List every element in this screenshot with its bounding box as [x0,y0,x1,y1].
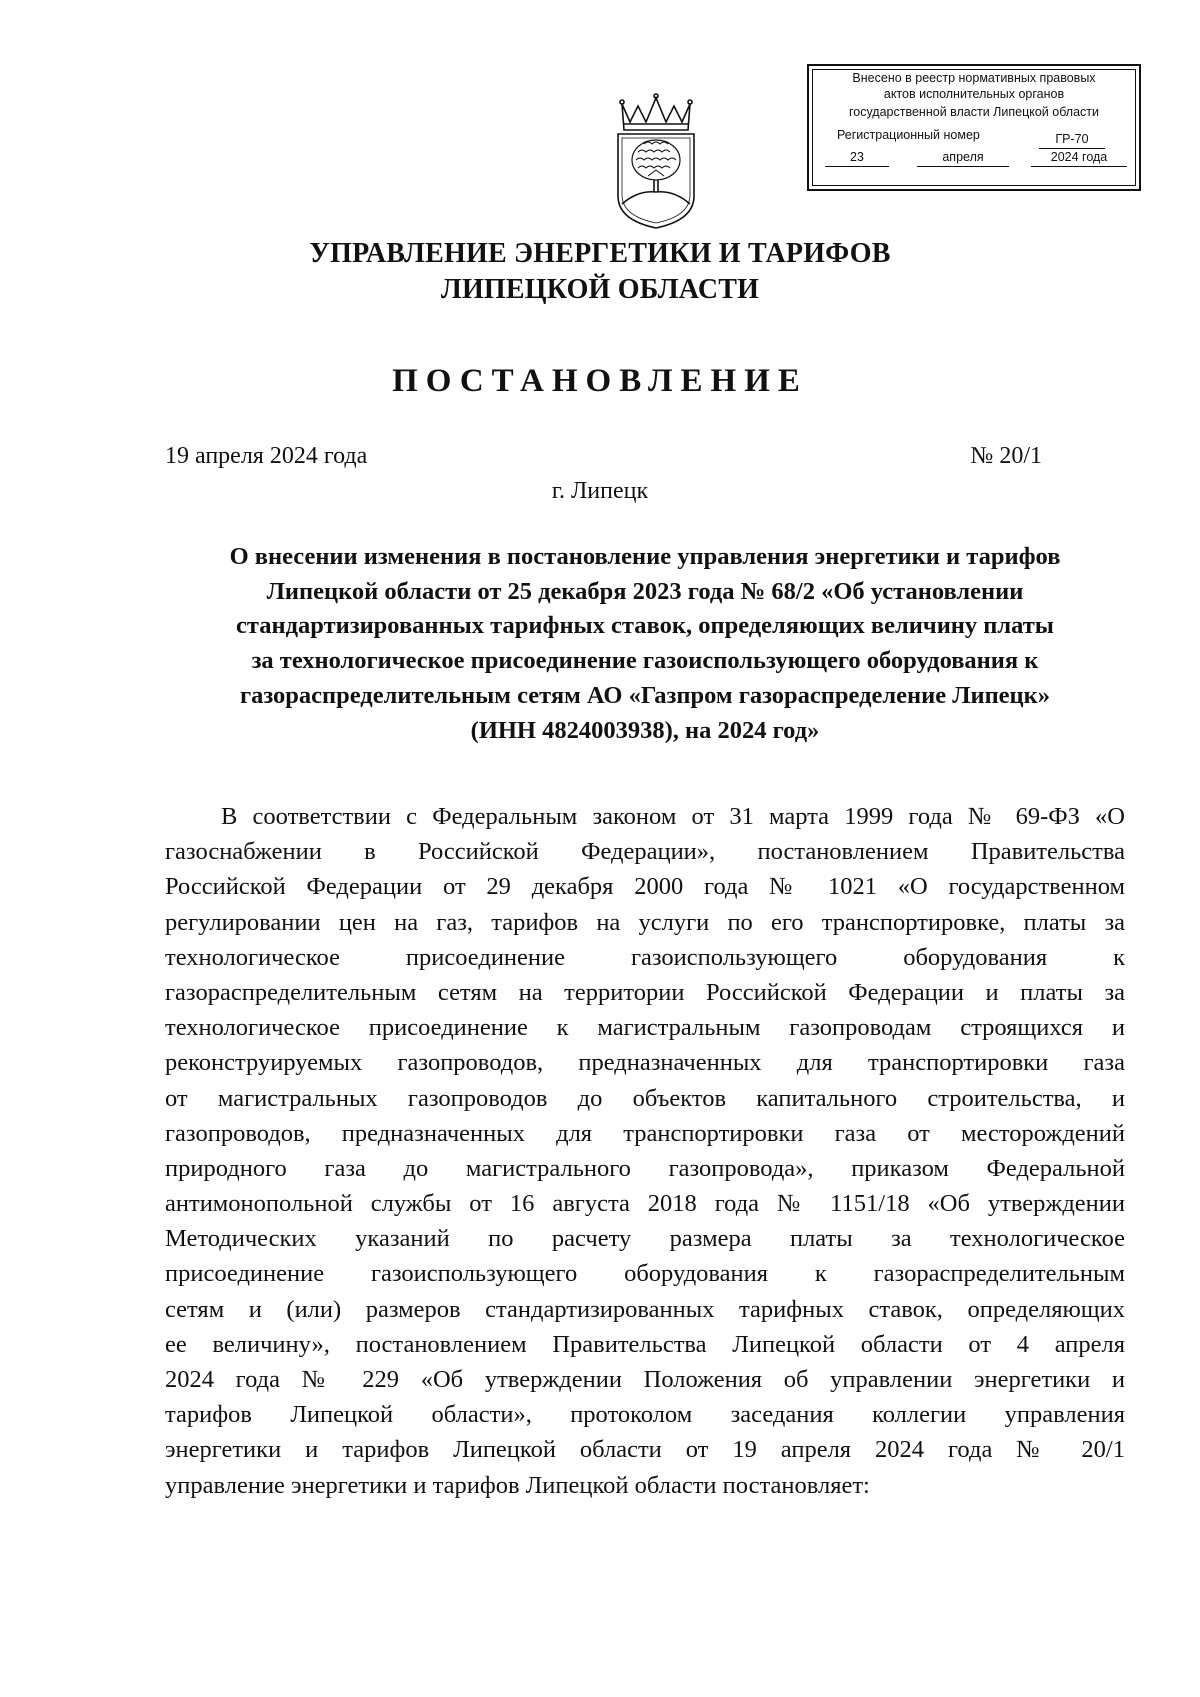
registry-stamp [807,64,1141,191]
title-line: О внесении изменения в постановление управления энергетики и тарифов [229,543,1061,570]
body-line: антимонопольной службы от 16 августа 2018 года № 1151/18 «Об утверждении [165,1190,1125,1218]
registry-number: ГР-70 [1039,132,1105,149]
body-line: Методических указаний по расчету размера платы за технологическое [165,1225,1125,1253]
title-line: (ИНН 4824003938), на 2024 год» [470,716,820,744]
preamble-paragraph [165,799,1125,1503]
body-line: присоединение газоиспользующего оборудования к газораспределительным [165,1260,1125,1288]
body-line: регулировании цен на газ, тарифов на услуги по его транспортировке, платы за [165,908,1125,936]
registry-month: апреля [917,150,1009,167]
lipetsk-coat-of-arms-icon [608,92,704,232]
title-line: стандартизированных тарифных ставок, определяющих величину платы [236,612,1054,640]
body-line: реконструируемых газопроводов, предназначенных для транспортировки газа [165,1049,1125,1077]
body-line: технологическое присоединение к магистральным газопроводам строящихся и [165,1014,1125,1042]
body-line: 2024 года № 229 «Об утверждении Положения об управлении энергетики и [165,1366,1125,1393]
registry-number-cell [1039,132,1105,149]
body-line: сетям и (или) размеров стандартизированных тарифных ставок, определяющих [165,1295,1125,1323]
body-line: газоснабжении в Российской Федерации», постановлением Правительства [165,838,1125,866]
registry-day: 23 [825,150,889,167]
body-line: управление энергетики и тарифов Липецкой области постановляет: [165,1471,870,1499]
body-line: тарифов Липецкой области», протоколом заседания коллегии управления [165,1401,1125,1429]
body-line: В соответствии с Федеральным законом от 31 марта 1999 года № 69-ФЗ «О [221,803,1125,830]
body-line: энергетики и тарифов Липецкой области от 19 апреля 2024 года № 20/1 [165,1436,1125,1464]
document-number: № 20/1 [970,443,1042,469]
body-line: технологическое присоединение газоиспользующего оборудования к [165,943,1125,971]
registry-stamp-line-1: Внесено в реестр нормативных правовых [852,71,1096,85]
registry-number-label: Регистрационный номер [837,128,980,142]
title-line: Липецкой области от 25 декабря 2023 года № 68/2 «Об установлении [266,577,1024,605]
registry-year-cell [1031,150,1127,167]
organization-name-line-1: УПРАВЛЕНИЕ ЭНЕРГЕТИКИ И ТАРИФОВ [309,238,891,269]
body-line: газопроводов, предназначенных для транспортировки газа от месторождений [165,1119,1125,1147]
body-line: газораспределительным сетям на территории Российской Федерации и платы за [165,978,1125,1006]
registry-day-cell [825,150,889,167]
body-line: от магистральных газопроводов до объектов капитального строительства, и [165,1084,1125,1112]
registry-stamp-line-3: государственной власти Липецкой области [848,105,1100,119]
title-line: газораспределительным сетям АО «Газпром газораспределение Липецк» [239,681,1051,709]
document-title [165,540,1125,748]
organization-name-line-2: ЛИПЕЦКОЙ ОБЛАСТИ [440,274,760,305]
registry-stamp-line-2: актов исполнительных органов [883,87,1065,101]
registry-month-cell [917,150,1009,167]
body-line: Российской Федерации от 29 декабря 2000 года № 1021 «О государственном [165,873,1125,901]
title-line: за технологическое присоединение газоиспользующего оборудования к [251,647,1039,675]
body-line: природного газа до магистрального газопровода», приказом Федеральной [165,1154,1125,1182]
document-date: 19 апреля 2024 года [165,443,368,469]
body-line: ее величину», постановлением Правительства Липецкой области от 4 апреля [165,1330,1125,1358]
document-city: г. Липецк [551,478,649,504]
document-type-heading: ПОСТАНОВЛЕНИЕ [392,363,808,399]
registry-year: 2024 года [1031,150,1127,167]
